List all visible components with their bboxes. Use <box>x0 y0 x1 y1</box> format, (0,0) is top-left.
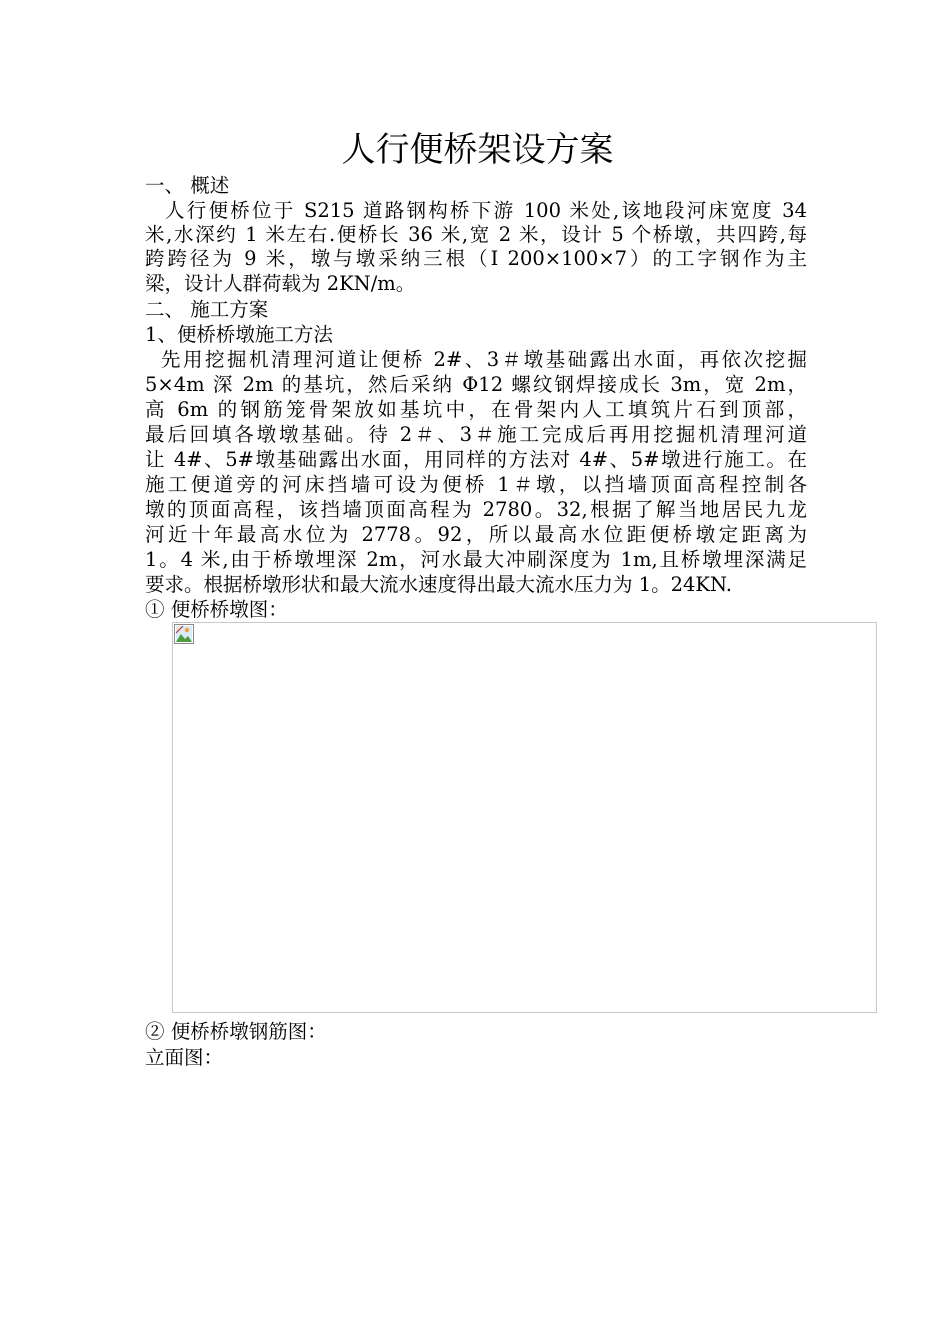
paragraph-line: 施工便道旁的河床挡墙可设为便桥 1＃墩，以挡墙顶面高程控制各 <box>145 473 807 496</box>
paragraph-line: 河近十年最高水位为 2778。92，所以最高水位距便桥墩定距离为 <box>145 523 807 546</box>
section-2-heading: 二、 施工方案 <box>145 298 269 321</box>
section-1-heading: 一、 概述 <box>145 174 230 197</box>
paragraph-line: 墩的顶面高程，该挡墙顶面高程为 2780。32,根据了解当地居民九龙 <box>145 498 807 521</box>
paragraph-line: 1。4 米,由于桥墩埋深 2m，河水最大冲刷深度为 1m,且桥墩埋深满足 <box>145 548 807 571</box>
paragraph-line: 米,水深约 1 米左右.便桥长 36 米,宽 2 米，设计 5 个桥墩，共四跨,每 <box>145 223 807 246</box>
paragraph-line: 高 6m 的钢筋笼骨架放如基坑中，在骨架内人工填筑片石到顶部， <box>145 398 807 421</box>
paragraph-line: 要求。根据桥墩形状和最大流水速度得出最大流水压力为 1。24KN. <box>145 573 732 596</box>
figure-1-caption: ① 便桥桥墩图： <box>145 598 288 621</box>
paragraph-line: 先用挖掘机清理河道让便桥 2#、3＃墩基础露出水面，再依次挖掘 <box>161 348 807 371</box>
paragraph-line: 跨跨径为 9 米，墩与墩采纳三根（I 200×100×7）的工字钢作为主 <box>145 247 807 270</box>
subsection-heading: 1、便桥桥墩施工方法 <box>145 323 333 346</box>
paragraph-line: 5×4m 深 2m 的基坑，然后采纳 Φ12 螺纹钢焊接成长 3m，宽 2m， <box>145 373 807 396</box>
figure-2-caption: ② 便桥桥墩钢筋图： <box>145 1020 327 1043</box>
paragraph-line: 让 4#、5#墩基础露出水面，用同样的方法对 4#、5#墩进行施工。在 <box>145 448 807 471</box>
pier-figure-placeholder <box>172 622 877 1013</box>
elevation-label: 立面图： <box>145 1046 224 1069</box>
document-title: 人行便桥架设方案 <box>341 130 614 170</box>
paragraph-line: 最后回填各墩墩基础。待 2＃、3＃施工完成后再用挖掘机清理河道 <box>145 423 807 446</box>
paragraph-line: 人行便桥位于 S215 道路钢构桥下游 100 米处,该地段河床宽度 34 <box>165 199 807 222</box>
paragraph-line: 梁，设计人群荷载为 2KN/m。 <box>145 272 416 295</box>
broken-image-icon <box>174 624 194 644</box>
